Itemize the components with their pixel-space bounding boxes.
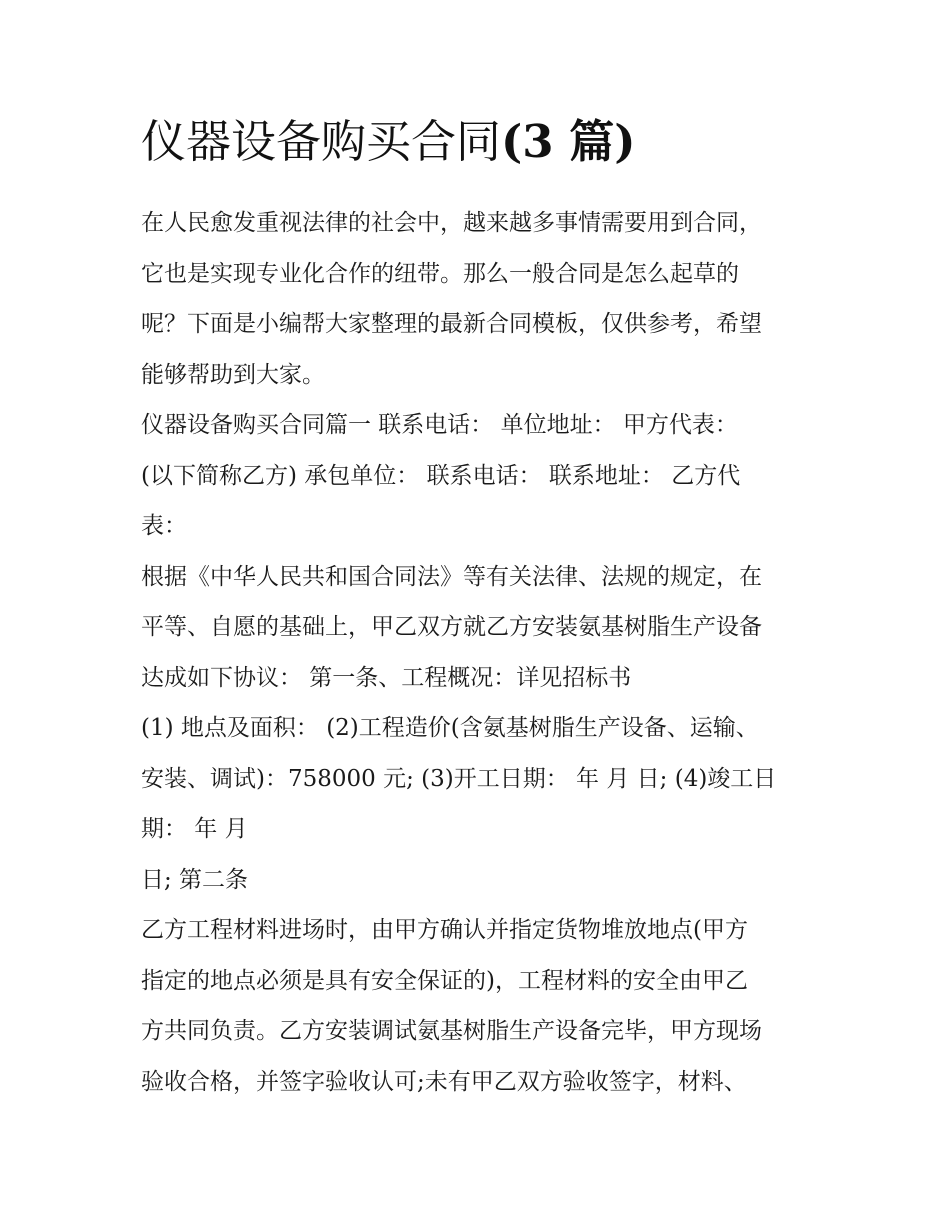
text-line: 它也是实现专业化合作的纽带。那么一般合同是怎么起草的 — [141, 260, 739, 287]
title-suffix: (3 篇) — [501, 115, 636, 168]
document-body — [141, 198, 821, 1107]
text-line: 验收合格，并签字验收认可;未有甲乙双方验收签字，材料、 — [141, 1068, 747, 1095]
text-line: 呢？下面是小编帮大家整理的最新合同模板，仅供参考，希望 — [141, 311, 762, 337]
text-line: 日; 第二条 — [141, 866, 249, 893]
title-main: 仪器设备购买合同 — [141, 115, 502, 168]
text-line: 指定的地点必须是具有安全保证的)，工程材料的安全由甲乙 — [141, 967, 748, 994]
text-line: 达成如下协议： 第一条、工程概况：详见招标书 — [141, 664, 632, 691]
text-line: 平等、自愿的基础上，甲乙双方就乙方安装氨基树脂生产设备 — [141, 614, 762, 640]
document-title — [141, 112, 636, 172]
text-line: 安装、调试)：758000 元; (3)开工日期： 年 月 日; (4)竣工日 — [141, 765, 777, 792]
text-line: 仪器设备购买合同篇一 联系电话： 单位地址： 甲方代表： — [141, 412, 738, 438]
text-line: 能够帮助到大家。 — [141, 361, 325, 388]
text-line: (1) 地点及面积： (2)工程造价(含氨基树脂生产设备、运输、 — [141, 715, 759, 741]
text-line: 方共同负责。乙方安装调试氨基树脂生产设备完毕，甲方现场 — [141, 1018, 762, 1044]
text-line: 乙方工程材料进场时，由甲方确认并指定货物堆放地点(甲方 — [141, 917, 748, 943]
text-line: 表： — [141, 513, 187, 539]
text-line: 在人民愈发重视法律的社会中，越来越多事情需要用到合同， — [141, 210, 762, 236]
text-line: 期： 年 月 — [141, 816, 248, 842]
text-line: 根据《中华人民共和国合同法》等有关法律、法规的规定，在 — [141, 563, 762, 590]
text-line: (以下简称乙方) 承包单位： 联系电话： 联系地址： 乙方代 — [141, 462, 741, 489]
